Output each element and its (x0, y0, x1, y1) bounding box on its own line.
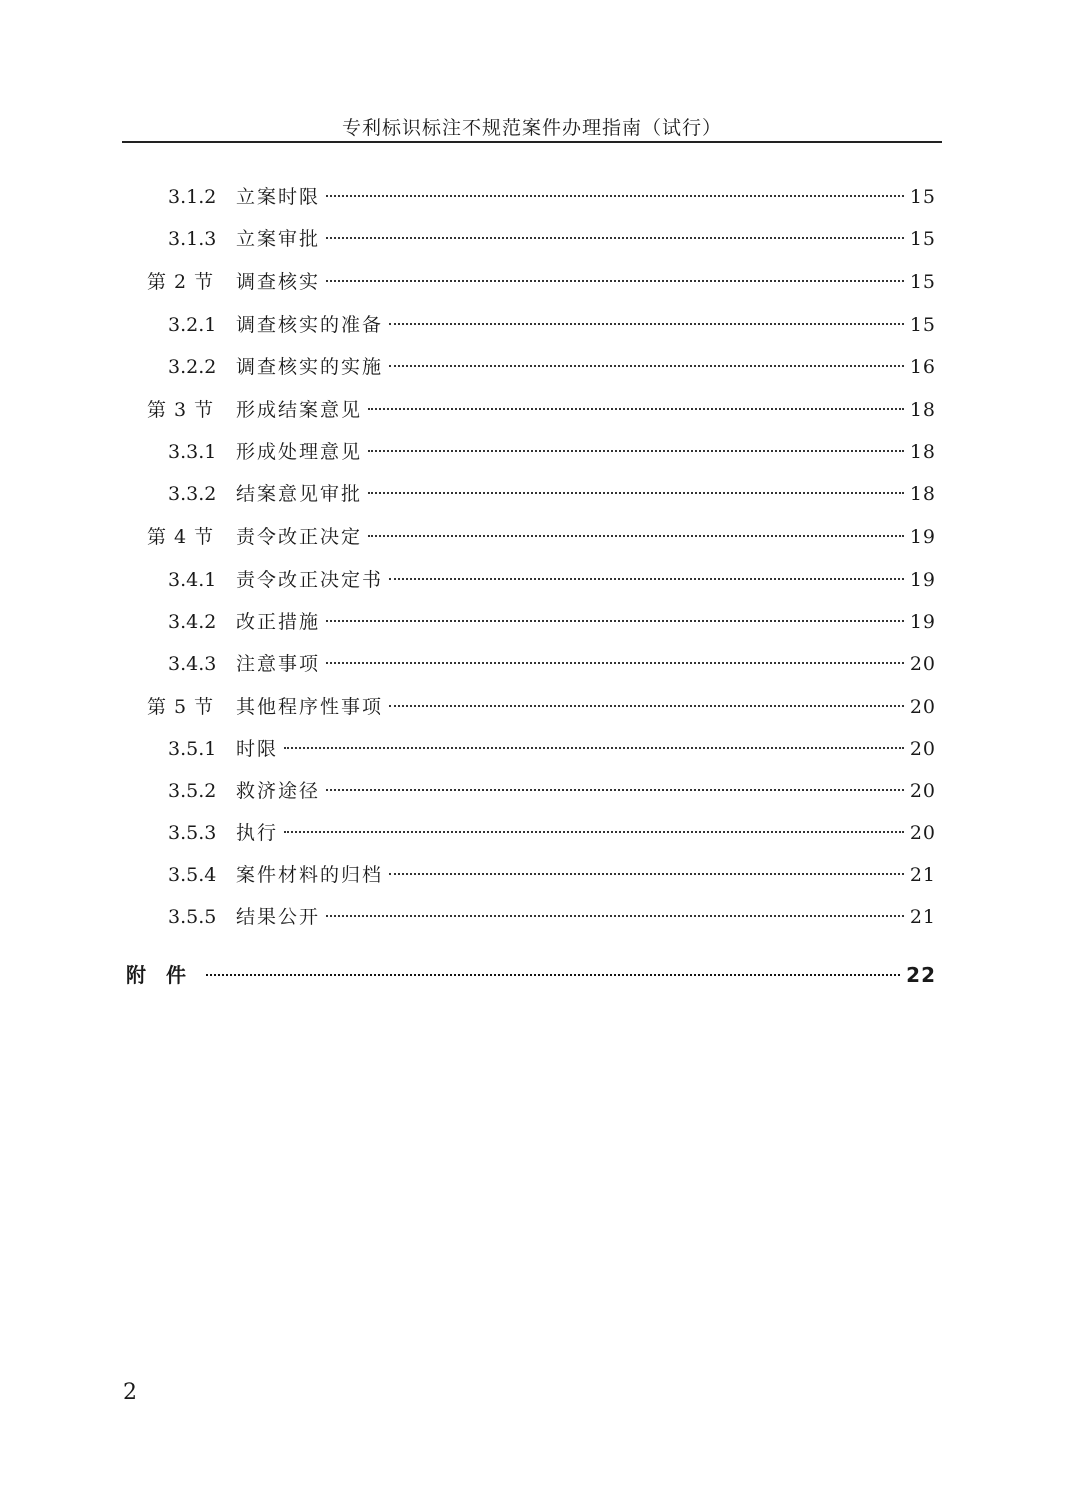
dot-leader (206, 974, 900, 976)
header-rule (122, 141, 942, 143)
toc-entry[interactable] (0, 734, 1080, 764)
toc-entry-page: 21 (909, 864, 936, 886)
toc-entry-title: 调查核实 (236, 271, 321, 293)
toc-entry-number: 3.3.1 (168, 441, 217, 463)
toc-entry-page: 18 (909, 399, 936, 421)
dot-leader (368, 492, 904, 494)
toc-entry-number: 3.5.5 (168, 906, 217, 928)
toc-entry-title: 责令改正决定 (236, 526, 363, 548)
toc-entry[interactable] (0, 437, 1080, 467)
toc-section-number: 第 2 节 (147, 271, 215, 293)
dot-leader (368, 408, 904, 410)
dot-leader (326, 620, 904, 622)
toc-entry-page: 19 (909, 569, 936, 591)
toc-entry-page: 20 (909, 653, 936, 675)
toc-entry-page: 16 (909, 356, 936, 378)
toc-section-entry[interactable] (0, 522, 1080, 552)
toc-appendix-title: 附件 (126, 963, 206, 987)
toc-entry-page: 18 (909, 441, 936, 463)
toc-entry-page: 15 (909, 186, 936, 208)
toc-entry-page: 20 (909, 696, 936, 718)
toc-entry-title: 时限 (236, 738, 279, 760)
dot-leader (326, 280, 904, 282)
toc-entry[interactable] (0, 310, 1080, 340)
toc-entry-page: 15 (909, 271, 936, 293)
toc-entry-title: 注意事项 (236, 653, 321, 675)
toc-entry-number: 3.3.2 (168, 483, 217, 505)
dot-leader (389, 873, 904, 875)
toc-section-entry[interactable] (0, 395, 1080, 425)
dot-leader (326, 915, 904, 917)
toc-entry-number: 3.2.2 (168, 356, 217, 378)
dot-leader (284, 747, 904, 749)
toc-entry-number: 3.4.1 (168, 569, 217, 591)
toc-entry-page: 19 (909, 611, 936, 633)
toc-entry[interactable] (0, 776, 1080, 806)
page-number: 2 (123, 1380, 137, 1405)
toc-entry[interactable] (0, 479, 1080, 509)
toc-entry-title: 调查核实的实施 (236, 356, 384, 378)
toc-entry[interactable] (0, 860, 1080, 890)
dot-leader (389, 578, 904, 580)
toc-entry-title: 救济途径 (236, 780, 321, 802)
dot-leader (368, 535, 904, 537)
toc-appendix-page: 22 (906, 963, 936, 987)
dot-leader (368, 450, 904, 452)
toc-entry-title: 改正措施 (236, 611, 321, 633)
toc-entry[interactable] (0, 607, 1080, 637)
dot-leader (389, 365, 904, 367)
toc-entry-title: 责令改正决定书 (236, 569, 384, 591)
toc-section-number: 第 4 节 (147, 526, 215, 548)
toc-entry-title: 形成处理意见 (236, 441, 363, 463)
toc-entry-page: 15 (909, 314, 936, 336)
toc-entry-page: 19 (909, 526, 936, 548)
toc-entry-title: 结案意见审批 (236, 483, 363, 505)
toc-entry-number: 3.5.1 (168, 738, 217, 760)
toc-entry-number: 3.5.4 (168, 864, 217, 886)
dot-leader (326, 789, 904, 791)
toc-entry-title: 案件材料的归档 (236, 864, 384, 886)
toc-section-number: 第 3 节 (147, 399, 215, 421)
toc-section-entry[interactable] (0, 267, 1080, 297)
toc-entry[interactable] (0, 182, 1080, 212)
toc-entry-page: 18 (909, 483, 936, 505)
toc-entry[interactable] (0, 224, 1080, 254)
toc-entry-number: 3.5.3 (168, 822, 217, 844)
toc-appendix-entry[interactable] (0, 960, 1080, 990)
toc-entry-number: 3.4.2 (168, 611, 217, 633)
toc-entry-page: 20 (909, 780, 936, 802)
toc-entry-title: 形成结案意见 (236, 399, 363, 421)
toc-entry-page: 20 (909, 738, 936, 760)
toc-entry[interactable] (0, 649, 1080, 679)
dot-leader (326, 195, 904, 197)
toc-entry-page: 20 (909, 822, 936, 844)
dot-leader (389, 323, 904, 325)
toc-entry-number: 3.2.1 (168, 314, 217, 336)
toc-entry-title: 立案时限 (236, 186, 321, 208)
toc-section-entry[interactable] (0, 692, 1080, 722)
toc-entry[interactable] (0, 818, 1080, 848)
dot-leader (284, 831, 904, 833)
toc-entry-title: 执行 (236, 822, 279, 844)
toc-entry-title: 其他程序性事项 (236, 696, 384, 718)
toc-entry-title: 结果公开 (236, 906, 321, 928)
toc-entry-number: 3.1.3 (168, 228, 217, 250)
toc-entry[interactable] (0, 565, 1080, 595)
toc-entry[interactable] (0, 352, 1080, 382)
toc-section-number: 第 5 节 (147, 696, 215, 718)
dot-leader (389, 705, 904, 707)
toc-entry-title: 立案审批 (236, 228, 321, 250)
running-header-title: 专利标识标注不规范案件办理指南（试行） (341, 117, 722, 139)
dot-leader (326, 237, 904, 239)
dot-leader (326, 662, 904, 664)
toc-entry-page: 21 (909, 906, 936, 928)
toc-entry[interactable] (0, 902, 1080, 932)
toc-entry-number: 3.5.2 (168, 780, 217, 802)
toc-entry-number: 3.1.2 (168, 186, 217, 208)
toc-entry-number: 3.4.3 (168, 653, 217, 675)
toc-entry-page: 15 (909, 228, 936, 250)
toc-entry-title: 调查核实的准备 (236, 314, 384, 336)
